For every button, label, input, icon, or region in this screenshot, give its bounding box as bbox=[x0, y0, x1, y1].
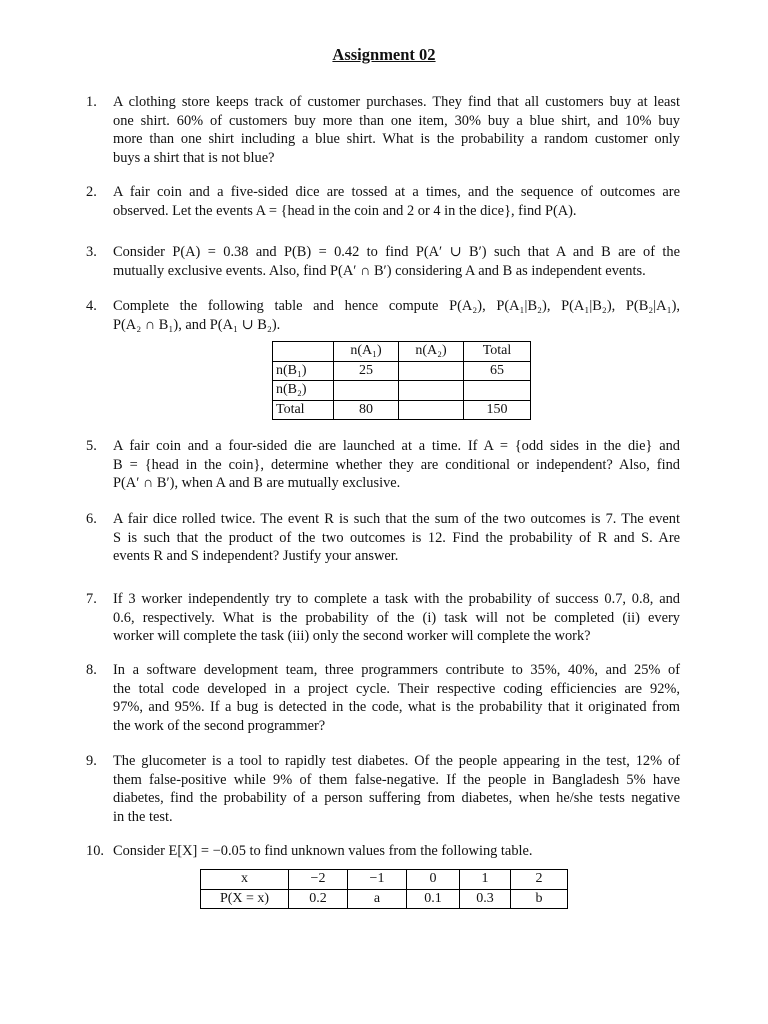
question-text bbox=[113, 752, 680, 826]
table-cell: 150 bbox=[464, 400, 531, 420]
question-text-line: A fair coin and a five-sided dice are tossed at a times, and the sequence of outcomes are bbox=[113, 184, 680, 200]
question-5 bbox=[86, 437, 680, 493]
question-number: 8. bbox=[86, 662, 97, 678]
question-number: 7. bbox=[86, 591, 97, 607]
question-text-line: diabetes, find the probability of a person suffering from diabetes, when he/she tests negative bbox=[113, 790, 680, 806]
table-cell: x bbox=[201, 870, 289, 890]
table-cell: P(X = x) bbox=[201, 889, 289, 909]
question-text-line: If 3 worker independently try to complete a task with the probability of success 0.7, 0.8, and bbox=[113, 591, 680, 607]
question-7 bbox=[86, 590, 680, 646]
table-cell: 80 bbox=[334, 400, 399, 420]
question-text-line: the total code developed in a project cycle. Their respective coding efficiencies are 92%, bbox=[113, 680, 680, 697]
question-text-line: mutually exclusive events. Also, find P(A′ ∩ B′) considering A and B as independent events. bbox=[113, 262, 646, 279]
question-8 bbox=[86, 661, 680, 735]
table-cell bbox=[273, 342, 334, 362]
table-cell: 25 bbox=[334, 361, 399, 381]
table-cell: n(B₁) bbox=[273, 361, 334, 381]
table-cell: a bbox=[348, 889, 407, 909]
question-2 bbox=[86, 183, 680, 220]
table-cell: Total bbox=[273, 400, 334, 420]
table-cell: 1 bbox=[460, 870, 511, 890]
question-text-line: Consider E[X] = −0.05 to find unknown values from the following table. bbox=[113, 843, 533, 859]
table-cell: 65 bbox=[464, 361, 531, 381]
table-row bbox=[273, 361, 531, 381]
table-cell bbox=[464, 381, 531, 401]
question-text bbox=[113, 183, 680, 220]
table-cell: 0.2 bbox=[289, 889, 348, 909]
table-cell: 0.1 bbox=[407, 889, 460, 909]
question-text bbox=[113, 590, 680, 646]
question-number: 3. bbox=[86, 244, 97, 260]
table-row bbox=[201, 870, 568, 890]
question-text-line: Consider P(A) = 0.38 and P(B) = 0.42 to find P(A′ ∪ B′) such that A and B are of the bbox=[113, 244, 680, 260]
table-cell: −2 bbox=[289, 870, 348, 890]
table-cell bbox=[399, 400, 464, 420]
question-text-line: A fair dice rolled twice. The event R is such that the sum of the two outcomes is 7. The event bbox=[113, 511, 680, 527]
question-text-line: In a software development team, three programmers contribute to 35%, 40%, and 25% of bbox=[113, 662, 680, 678]
question-text-line: observed. Let the events A = {head in the coin and 2 or 4 in the dice}, find P(A). bbox=[113, 202, 577, 219]
table-row bbox=[201, 889, 568, 909]
question-text-line: one shirt. 60% of customers buy more than one item, 30% buy a blue shirt, and 10% buy bbox=[113, 112, 680, 129]
question-text-line: 0.6, respectively. What is the probability of the (i) task will not be completed (ii) every bbox=[113, 609, 680, 626]
question-text-line: the work of the second programmer? bbox=[113, 717, 326, 734]
table-header-row bbox=[273, 342, 531, 362]
question-4 bbox=[86, 297, 680, 334]
question-text-line: more than one shirt including a blue shirt. What is the probability a random customer only bbox=[113, 131, 680, 147]
question-text-line: The glucometer is a tool to rapidly test diabetes. Of the people appearing in the test, 12% of bbox=[113, 753, 680, 769]
table-cell bbox=[399, 381, 464, 401]
question-1 bbox=[86, 93, 680, 167]
table-cell: −1 bbox=[348, 870, 407, 890]
question-9 bbox=[86, 752, 680, 826]
question-text-line: Complete the following table and hence compute P(A₂), P(A₁|B₂), P(A₁|B₂), P(B₂|A₁), bbox=[113, 298, 680, 314]
question-text bbox=[113, 510, 680, 566]
question-text bbox=[113, 297, 680, 334]
question-text-line: P(A₂ ∩ B₁), and P(A₁ ∪ B₂). bbox=[113, 316, 281, 333]
question-text-line: events R and S independent? Justify your answer. bbox=[113, 548, 399, 564]
table-cell: n(A₁) bbox=[334, 342, 399, 362]
question-text bbox=[113, 243, 680, 280]
question-number: 6. bbox=[86, 511, 97, 527]
question-text-line: A fair coin and a four-sided die are launched at a time. If A = {odd sides in the die} and bbox=[113, 438, 680, 454]
assignment-title: Assignment 02 bbox=[332, 45, 436, 64]
question-number: 1. bbox=[86, 94, 97, 110]
probability-distribution-table bbox=[200, 869, 568, 909]
question-text bbox=[113, 842, 680, 861]
question-text-line: A clothing store keeps track of customer purchases. They find that all customers buy at least bbox=[113, 94, 680, 110]
question-number: 2. bbox=[86, 184, 97, 200]
question-text-line: B = {head in the coin}, determine whether they are conditional or independent? Also, find bbox=[113, 456, 680, 473]
question-number: 4. bbox=[86, 298, 97, 314]
question-text-line: S is such that the product of the two outcomes is 12. Find the probability of R and S. Are bbox=[113, 529, 680, 546]
table-row bbox=[273, 381, 531, 401]
question-text-line: them false-positive while 9% of them false-negative. If the people in Bangladesh 5% have bbox=[113, 771, 680, 788]
question-text-line: worker will complete the task (iii) only the second worker will complete the work? bbox=[113, 628, 591, 644]
question-text-line: P(A′ ∩ B′), when A and B are mutually exclusive. bbox=[113, 475, 401, 491]
question-3 bbox=[86, 243, 680, 280]
table-cell: 0 bbox=[407, 870, 460, 890]
table-cell: n(B₂) bbox=[273, 381, 334, 401]
question-text bbox=[113, 661, 680, 735]
question-number: 5. bbox=[86, 438, 97, 454]
table-row bbox=[273, 400, 531, 420]
table-cell bbox=[334, 381, 399, 401]
question-text-line: 97%, and 95%. If a bug is detected in the code, what is the probability that it originated from bbox=[113, 699, 680, 715]
question-text bbox=[113, 437, 680, 493]
table-cell bbox=[399, 361, 464, 381]
question-text-line: in the test. bbox=[113, 808, 173, 825]
question-10 bbox=[86, 842, 680, 861]
table-cell: Total bbox=[464, 342, 531, 362]
table-cell: 0.3 bbox=[460, 889, 511, 909]
question-6 bbox=[86, 510, 680, 566]
table-cell: 2 bbox=[511, 870, 568, 890]
question-text-line: buys a shirt that is not blue? bbox=[113, 149, 275, 166]
contingency-table bbox=[272, 341, 531, 420]
table-cell: n(A₂) bbox=[399, 342, 464, 362]
question-number: 10. bbox=[86, 843, 104, 859]
question-text bbox=[113, 93, 680, 167]
table-cell: b bbox=[511, 889, 568, 909]
question-number: 9. bbox=[86, 753, 97, 769]
